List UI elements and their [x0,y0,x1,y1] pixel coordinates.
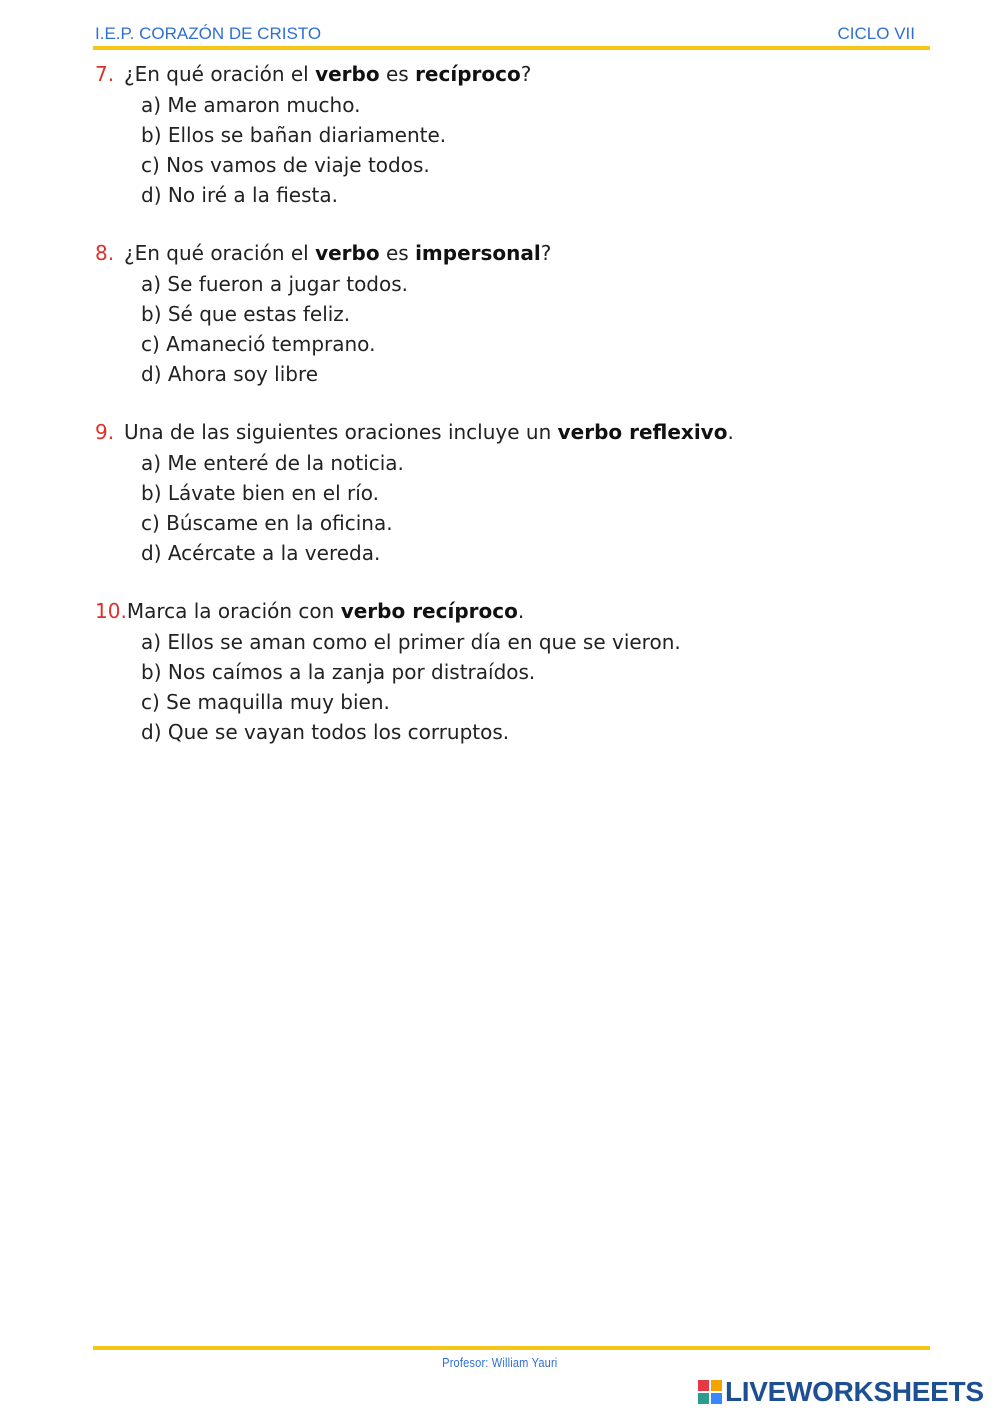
answer-option[interactable]: a) Me enteré de la noticia. [141,451,404,475]
answer-option[interactable]: d) No iré a la fiesta. [141,183,338,207]
answer-option[interactable]: d) Acércate a la vereda. [141,541,381,565]
question-keyword: verbo [315,241,380,265]
answer-option[interactable]: a) Se fueron a jugar todos. [141,272,409,296]
question-number: 10. [95,599,127,623]
question-fragment: ¿En qué oración el [124,62,316,86]
question-keyword: verbo reflexivo [557,420,728,444]
logo-tile [711,1380,722,1391]
header-divider [93,46,930,50]
answer-option[interactable]: c) Nos vamos de viaje todos. [141,153,430,177]
question-fragment: ? [520,62,532,86]
school-name: I.E.P. CORAZÓN DE CRISTO [95,24,322,43]
question-fragment: ? [540,241,552,265]
question-number: 8. [95,241,115,265]
teacher-credit-text: Profesor: William Yauri [442,1355,558,1370]
answer-options [95,269,925,389]
logo-tile [698,1380,709,1391]
question-keyword: verbo [315,62,380,86]
question-fragment: Una de las siguientes oraciones incluye un [124,420,558,444]
cycle-label: CICLO VII [837,24,915,43]
question-text [95,416,925,448]
answer-option[interactable]: c) Búscame en la oficina. [141,511,393,535]
logo-tile [711,1393,722,1404]
question-text [95,237,925,269]
answer-option[interactable]: b) Sé que estas feliz. [141,302,351,326]
answer-option[interactable]: b) Nos caímos a la zanja por distraídos. [141,660,536,684]
question-1 [95,58,925,210]
logo-tile [698,1393,709,1404]
answer-option[interactable]: d) Ahora soy libre [141,362,319,386]
question-4 [95,595,925,747]
footer-divider [93,1346,930,1350]
question-fragment: Marca la oración con [126,599,341,623]
question-fragment: es [379,62,416,86]
question-fragment: ¿En qué oración el [124,241,316,265]
answer-options [95,90,925,210]
question-keyword: impersonal [415,241,541,265]
answer-options [95,627,925,747]
question-fragment: es [379,241,416,265]
answer-options [95,448,925,568]
page-header [95,24,915,46]
answer-option[interactable]: a) Me amaron mucho. [141,93,361,117]
answer-option[interactable]: b) Ellos se bañan diariamente. [141,123,447,147]
question-text [95,58,925,90]
question-number: 9. [95,420,115,444]
answer-option[interactable]: d) Que se vayan todos los corruptos. [141,720,510,744]
answer-option[interactable]: b) Lávate bien en el río. [141,481,380,505]
liveworksheets-logo-icon [698,1380,722,1404]
answer-option[interactable]: c) Se maquilla muy bien. [141,690,390,714]
question-keyword: verbo recíproco [340,599,518,623]
answer-option[interactable]: c) Amaneció temprano. [141,332,376,356]
question-keyword: recíproco [415,62,521,86]
question-number: 7. [95,62,115,86]
question-fragment: . [727,420,734,444]
answer-option[interactable]: a) Ellos se aman como el primer día en que se vieron. [141,630,681,654]
question-text [95,595,925,627]
question-list [95,58,925,774]
liveworksheets-brand[interactable] [698,1377,984,1407]
teacher-credit [0,1355,1000,1370]
question-2 [95,237,925,389]
brand-name: LIVEWORKSHEETS [725,1376,984,1407]
question-fragment: . [517,599,525,623]
question-3 [95,416,925,568]
